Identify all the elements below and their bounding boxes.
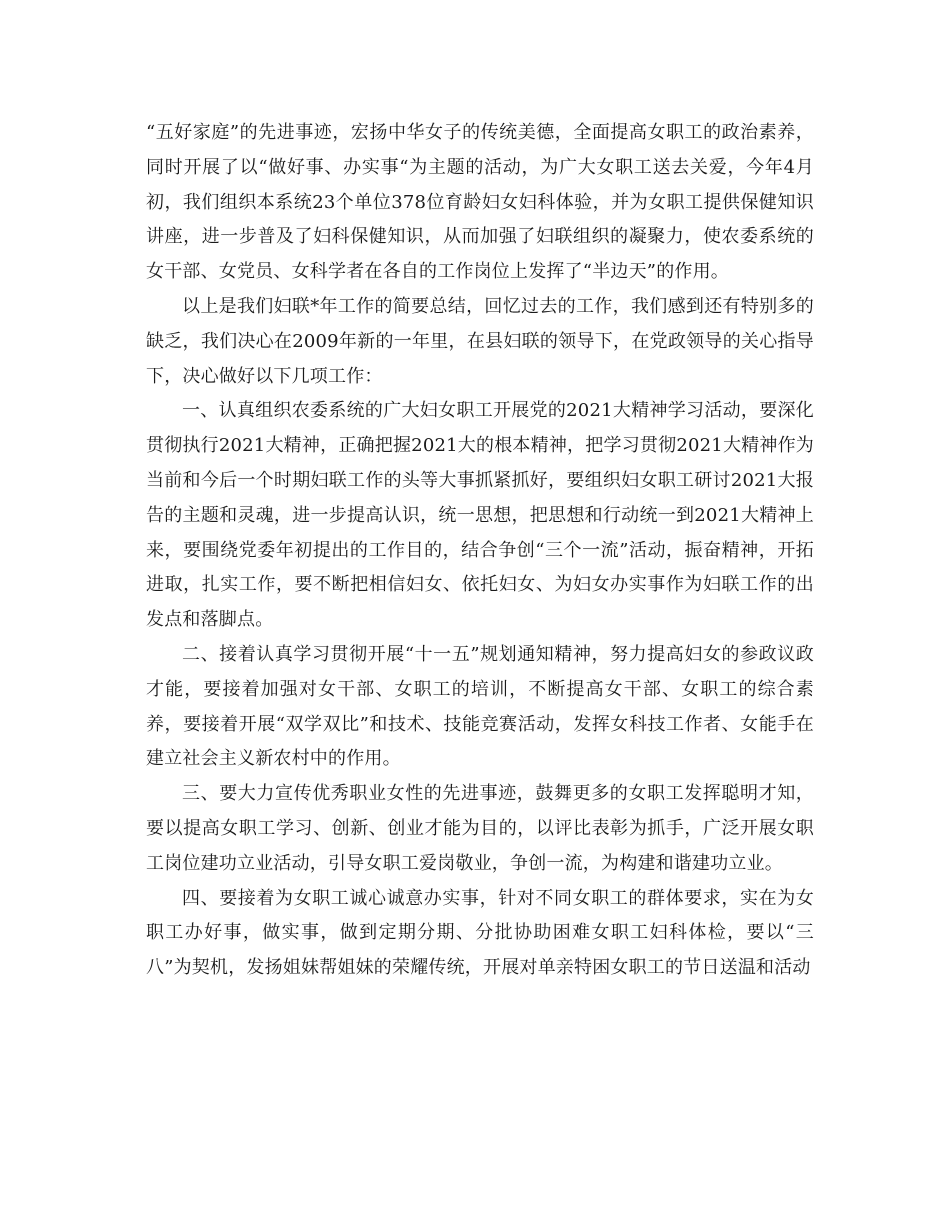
paragraph-summary: 以上是我们妇联*年工作的简要总结，回忆过去的工作，我们感到还有特别多的缺乏，我们决心在2009年新的一年里，在县妇联的领导下，在党政领导的关心指导下，决心做好以下几项工作： bbox=[146, 295, 814, 387]
paragraph-item-3: 三、要大力宣传优秀职业女性的先进事迹，鼓舞更多的女职工发挥聪明才知，要以提高女职工学习、创新、创业才能为目的，以评比表彰为抓手，广泛开展女职工岗位建功立业活动，引导女职工爱岗敬业，争创一流，为构建和谐建功立业。 bbox=[146, 783, 814, 874]
paragraph-item-1: 一、认真组织农委系统的广大妇女职工开展党的2021大精神学习活动，要深化贯彻执行2021大精神，正确把握2021大的根本精神，把学习贯彻2021大精神作为当前和今后一个时期妇联工作的头等大事抓紧抓好，要组织妇女职工研讨2021大报告的主题和灵魂，进一步提高认识，统一思想，把思想和行动统一到2021大精神上来，要围绕党委年初提出的工作目的，结合争创“三个一流”活动，振奋精神，开拓进取，扎实工作，要不断把相信妇女、依托妇女、为妇女办实事作为妇联工作的出发点和落脚点。 bbox=[146, 400, 814, 631]
paragraph-item-4: 四、要接着为女职工诚心诚意办实事，针对不同女职工的群体要求，实在为女职工办好事，做实事，做到定期分期、分批协助困难女职工妇科体检，要以“三八”为契机，发扬姐妹帮姐妹的荣耀传统，开展对单亲特困女职工的节日送温和活动 bbox=[146, 887, 814, 979]
paragraph-item-2: 二、接着认真学习贯彻开展“十一五”规划通知精神，努力提高妇女的参政议政才能，要接着加强对女干部、女职工的培训，不断提高女干部、女职工的综合素养，要接着开展“双学双比”和技术、技能竞赛活动，发挥女科技工作者、女能手在建立社会主义新农村中的作用。 bbox=[146, 643, 814, 770]
paragraph-continuation: “五好家庭”的先进事迹，宏扬中华女子的传统美德，全面提高女职工的政治素养，同时开展了以“做好事、办实事“为主题的活动，为广大女职工送去关爱，今年4月初，我们组织本系统23个单位378位育龄妇女妇科体验，并为女职工提供保健知识讲座，进一步普及了妇科保健知识，从而加强了妇联组织的凝聚力，使农委系统的女干部、女党员、女科学者在各自的工作岗位上发挥了“半边天”的作用。 bbox=[146, 122, 814, 283]
document-body bbox=[146, 116, 814, 986]
